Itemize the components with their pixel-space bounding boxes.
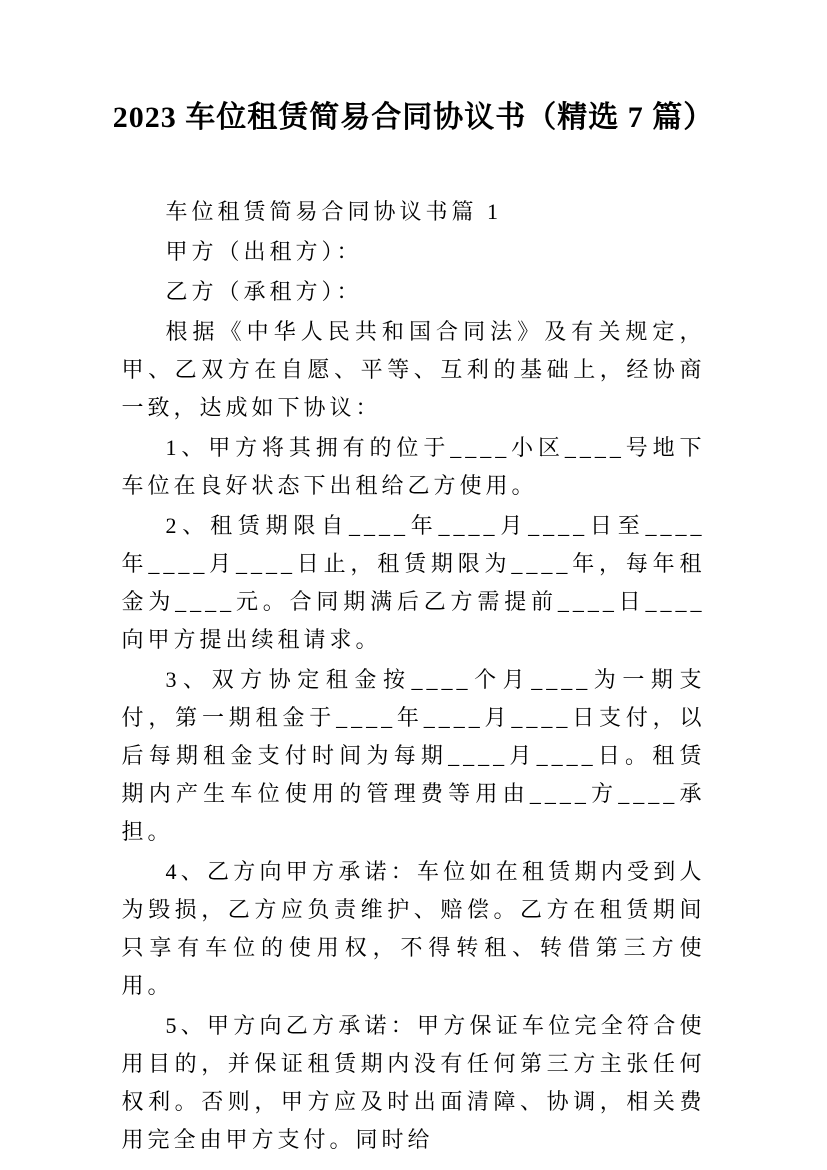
party-b-line: 乙方（承租方）：	[165, 279, 363, 304]
clause-2-paragraph: 2、租赁期限自____年____月____日至____年____月____日止，租赁期限为____年，每年租金为____元。合同期满后乙方需提前____日____向甲方提出续租请求。	[121, 513, 706, 652]
party-a-line: 甲方（出租方）：	[165, 239, 363, 264]
clause-3-paragraph: 3、双方协定租金按____个月____为一期支付，第一期租金于____年____月____日支付，以后每期租金支付时间为每期____月____日。租赁期内产生车位使用的管理费等用由____方____承担。	[121, 667, 706, 844]
clause-4-paragraph: 4、乙方向甲方承诺：车位如在租赁期内受到人为毁损，乙方应负责维护、赔偿。乙方在租赁期间只享有车位的使用权，不得转租、转借第三方使用。	[121, 859, 706, 998]
document-body	[122, 193, 706, 1159]
document-title: 2023 车位租赁简易合同协议书（精选 7 篇）	[112, 101, 715, 134]
preamble-paragraph: 根据《中华人民共和国合同法》及有关规定，甲、乙双方在自愿、平等、互利的基础上，经协商一致，达成如下协议：	[121, 319, 706, 420]
section-heading: 车位租赁简易合同协议书篇 1	[165, 199, 503, 224]
clause-1-paragraph: 1、甲方将其拥有的位于____小区____号地下车位在良好状态下出租给乙方使用。	[121, 435, 706, 498]
clause-5-paragraph: 5、甲方向乙方承诺：甲方保证车位完全符合使用目的，并保证租赁期内没有任何第三方主张任何权利。否则，甲方应及时出面清障、协调，相关费用完全由甲方支付。同时给	[121, 1013, 706, 1152]
